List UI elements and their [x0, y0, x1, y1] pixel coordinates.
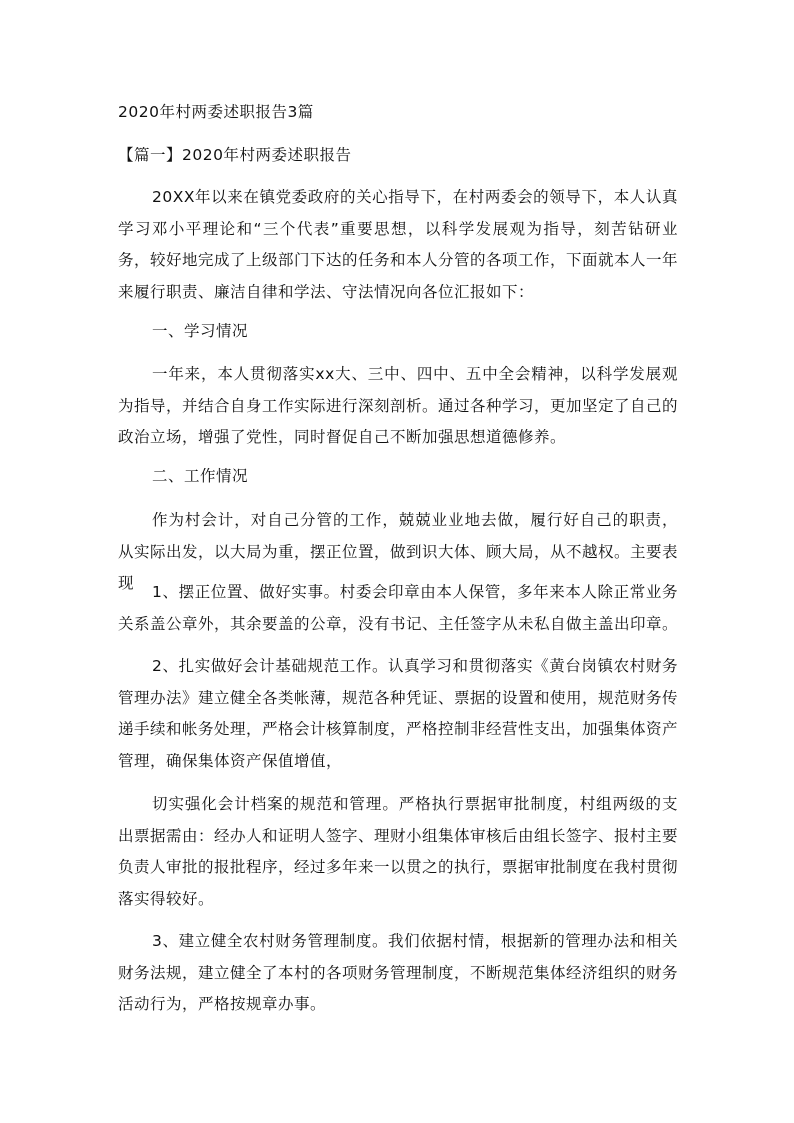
study-paragraph: 一年来，本人贯彻落实xx大、三中、四中、五中全会精神，以科学发展观为指导，并结合自身工作实际进行深刻剖析。通过各种学习，更加坚定了自己的政治立场，增强了党性，同时督促自己不断加强思想道德修养。	[118, 365, 679, 446]
intro-paragraph: 20XX年以来在镇党委政府的关心指导下，在村两委会的领导下，本人认真学习邓小平理论和“三个代表”重要思想，以科学发展观为指导，刻苦钻研业务，较好地完成了上级部门下达的任务和本人分管的各项工作，下面就本人一年来履行职责、廉洁自律和学法、守法情况向各位汇报如下：	[118, 188, 679, 301]
work-intro-paragraph: 作为村会计，对自己分管的工作，兢兢业业地去做，履行好自己的职责，从实际出发，以大局为重，摆正位置，做到识大体、顾大局，从不越权。主要表现	[118, 511, 679, 592]
item-3-paragraph: 3、建立健全农村财务管理制度。我们依据村情，根据新的管理办法和相关财务法规，建立健全了本村的各项财务管理制度，不断规范集体经济组织的财务活动行为，严格按规章办事。	[118, 932, 679, 1013]
item-1-paragraph: 1、摆正位置、做好实事。村委会印章由本人保管，多年来本人除正常业务关系盖公章外，其余要盖的公章，没有书记、主任签字从未私自做主盖出印章。	[118, 583, 679, 633]
archive-paragraph: 切实强化会计档案的规范和管理。严格执行票据审批制度，村组两级的支出票据需由：经办人和证明人签字、理财小组集体审核后由组长签字、报村主要负责人审批的报批程序，经过多年来一以贯之的执行，票据审批制度在我村贯彻落实得较好。	[118, 795, 679, 908]
document-title: 2020年村两委述职报告3篇	[118, 103, 314, 121]
heading-work: 二、工作情况	[152, 467, 249, 485]
section-title: 【篇一】2020年村两委述职报告	[118, 146, 352, 164]
heading-study: 一、学习情况	[152, 322, 249, 340]
item-2-paragraph: 2、扎实做好会计基础规范工作。认真学习和贯彻落实《黄台岗镇农村财务管理办法》建立健全各类帐薄，规范各种凭证、票据的设置和使用，规范财务传递手续和帐务处理，严格会计核算制度，严格控制非经营性支出，加强集体资产管理，确保集体资产保值增值，	[118, 657, 679, 770]
